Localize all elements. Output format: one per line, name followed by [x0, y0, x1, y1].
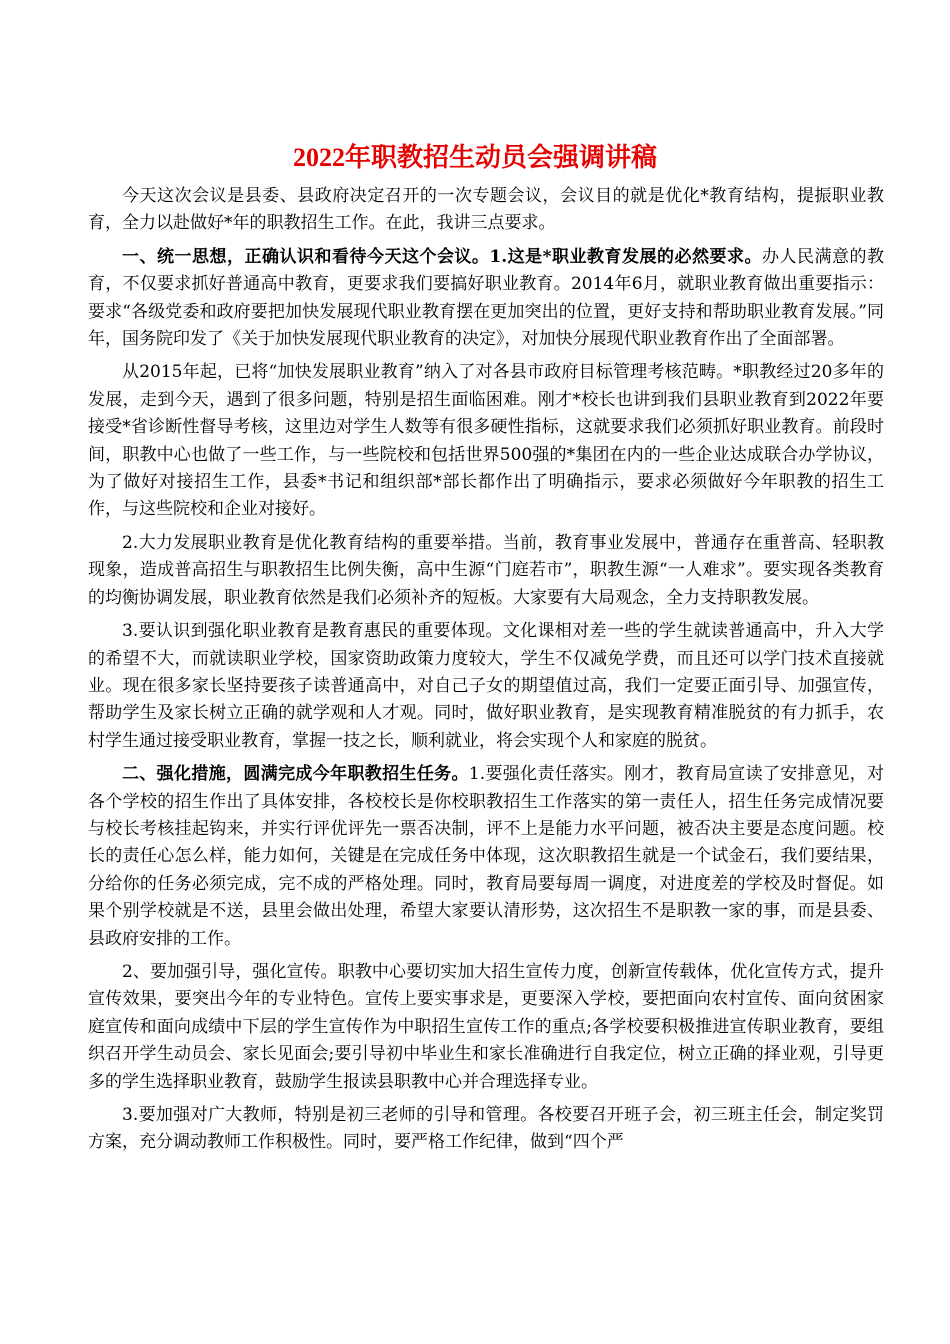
paragraph-point-2 — [88, 530, 884, 612]
paragraph-section-2 — [88, 761, 884, 953]
paragraph-text: 2、要加强引导，强化宣传。职教中心要切实加大招生宣传力度，创新宣传载体，优化宣传方式，提升宣传效果，要突出今年的专业特色。宣传上要实事求是，更要深入学校，要把面向农村宣传、面向贫困家庭宣传和面向成绩中下层的学生宣传作为中职招生宣传工作的重点;各学校要积极推进宣传职业教育，要组织召开学生动员会、家长见面会;要引导初中毕业生和家长准确进行自我定位，树立正确的择业观，引导更多的学生选择职业教育，鼓励学生报读县职教中心并合理选择专业。 — [88, 961, 884, 1092]
section-heading: 一、统一思想，正确认识和看待今天这个会议。1.这是*职业教育发展的必然要求。 — [122, 246, 763, 267]
paragraph-text: 从2015年起，已将“加快发展职业教育”纳入了对各县市政府目标管理考核范畴。*职教经过20多年的发展，走到今天，遇到了很多问题，特别是招生面临困难。刚才*校长也讲到我们县职业教育到2022年要接受*省诊断性督导考核，这里边对学生人数等有很多硬性指标，这就要求我们必须抓好职业教育。前段时间，职教中心也做了一些工作，与一些院校和包括世界500强的*集团在内的一些企业达成联合办学协议，为了做好对接招生工作，县委*书记和组织部*部长都作出了明确指示，要求必须做好今年职教的招生工作，与这些院校和企业对接好。 — [88, 362, 884, 520]
paragraph-point-3 — [88, 618, 884, 755]
paragraph-teachers — [88, 1102, 884, 1157]
paragraph-2015 — [88, 359, 884, 523]
paragraph-intro — [88, 183, 884, 238]
section-heading: 二、强化措施，圆满完成今年职教招生任务。 — [122, 764, 469, 785]
paragraph-text: 1.要强化责任落实。刚才，教育局宣读了安排意见，对各个学校的招生作出了具体安排，各校校长是你校职教招生工作落实的第一责任人，招生任务完成情况要与校长考核挂起钩来，并实行评优评先一票否决制，评不上是能力水平问题，被否决主要是态度问题。校长的责任心怎么样，能力如何，关键是在完成任务中体现，这次职教招生就是一个试金石，我们要结果，分给你的任务必须完成，完不成的严格处理。同时，教育局要每周一调度，对进度差的学校及时督促。如果个别学校就是不送，县里会做出处理，希望大家要认清形势，这次招生不是职教一家的事，而是县委、县政府安排的工作。 — [88, 764, 884, 949]
paragraph-section-1 — [88, 244, 884, 354]
paragraph-text: 今天这次会议是县委、县政府决定召开的一次专题会议，会议目的就是优化*教育结构，提振职业教育，全力以赴做好*年的职教招生工作。在此，我讲三点要求。 — [88, 186, 884, 234]
paragraph-text: 3.要认识到强化职业教育是教育惠民的重要体现。文化课相对差一些的学生就读普通高中，升入大学的希望不大，而就读职业学校，国家资助政策力度较大，学生不仅减免学费，而且还可以学门技术直接就业。现在很多家长坚持要孩子读普通高中，对自己子女的期望值过高，我们一定要正面引导、加强宣传，帮助学生及家长树立正确的就学观和人才观。同时，做好职业教育，是实现教育精准脱贫的有力抓手，农村学生通过接受职业教育，掌握一技之长，顺利就业，将会实现个人和家庭的脱贫。 — [88, 621, 884, 751]
paragraph-text: 3.要加强对广大教师，特别是初三老师的引导和管理。各校要召开班子会，初三班主任会，制定奖罚方案，充分调动教师工作积极性。同时，要严格工作纪律，做到“四个严 — [88, 1105, 884, 1153]
document-body — [88, 183, 884, 1163]
paragraph-publicity — [88, 959, 884, 1096]
paragraph-text: 2.大力发展职业教育是优化教育结构的重要举措。当前，教育事业发展中，普通存在重普高、轻职教现象，造成普高招生与职教招生比例失衡，高中生源“门庭若市”，职教生源“一人难求”。要实现各类教育的均衡协调发展，职业教育依然是我们必须补齐的短板。大家要有大局观念，全力支持职教发展。 — [88, 532, 884, 608]
paragraph-text: 办人民满意的教育，不仅要求抓好普通高中教育，更要求我们要搞好职业教育。2014年6月，就职业教育做出重要指示：要求“各级党委和政府要把加快发展现代职业教育摆在更加突出的位置，更好支持和帮助职业教育发展。”同年，国务院印发了《关于加快发展现代职业教育的决定》，对加快分展现代职业教育作出了全面部署。 — [88, 246, 884, 350]
document-title: 2022年职教招生动员会强调讲稿 — [292, 143, 657, 172]
